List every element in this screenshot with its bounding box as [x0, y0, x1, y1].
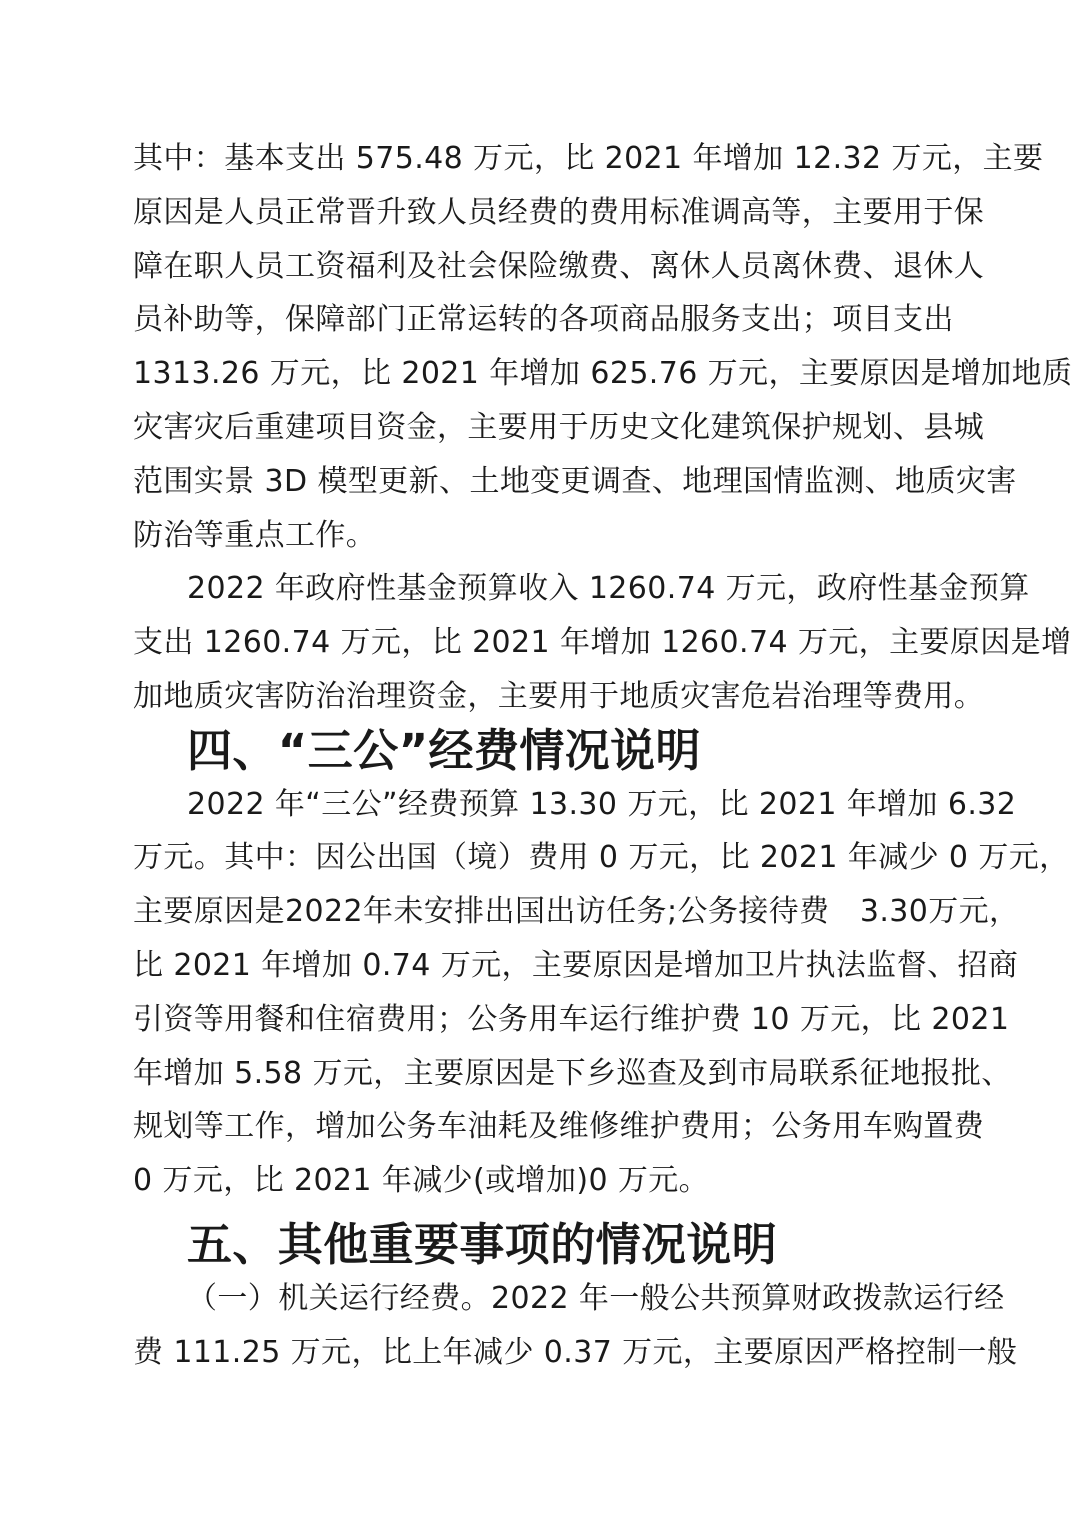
text-line: 支出 1260.74 万元，比 2021 年增加 1260.74 万元，主要原因是增: [133, 625, 1072, 661]
text-line: 防治等重点工作。: [133, 517, 377, 553]
text-line: 加地质灾害防治治理资金，主要用于地质灾害危岩治理等费用。: [133, 678, 985, 714]
text-line: 费 111.25 万元，比上年减少 0.37 万元，主要原因严格控制一般: [133, 1334, 1018, 1370]
paragraph-operating-expenses: [133, 1272, 1018, 1380]
text-line: 1313.26 万元，比 2021 年增加 625.76 万元，主要原因是增加地质: [133, 356, 1073, 392]
section-heading-other-matters: 五、其他重要事项的情况说明: [187, 1217, 778, 1271]
text-line: 员补助等，保障部门正常运转的各项商品服务支出；项目支出: [133, 302, 954, 338]
text-line: 规划等工作，增加公务车油耗及维修维护费用；公务用车购置费: [133, 1109, 985, 1145]
text-line: 2022 年“三公”经费预算 13.30 万元，比 2021 年增加 6.32: [187, 786, 1017, 822]
text-line: 2022 年政府性基金预算收入 1260.74 万元，政府性基金预算: [187, 571, 1030, 607]
text-line: 范围实景 3D 模型更新、土地变更调查、地理国情监测、地质灾害: [133, 463, 1017, 499]
document-page: [133, 132, 1073, 1379]
text-line: 引资等用餐和住宿费用；公务用车运行维护费 10 万元，比 2021: [133, 1001, 1010, 1037]
text-line: （一）机关运行经费。2022 年一般公共预算财政拨款运行经: [187, 1280, 1005, 1316]
text-line: 万元。其中：因公出国（境）费用 0 万元，比 2021 年减少 0 万元，: [133, 840, 1070, 876]
paragraph-basic-and-project-expenditure: [133, 132, 1073, 562]
paragraph-three-public-expenses: [133, 778, 1070, 1208]
text-line: 原因是人员正常晋升致人员经费的费用标准调高等，主要用于保: [133, 194, 985, 230]
text-line: 主要原因是2022年未安排出国出访任务;公务接待费 3.30万元，: [133, 894, 1020, 930]
text-line: 灾害灾后重建项目资金，主要用于历史文化建筑保护规划、县城: [133, 409, 985, 445]
paragraph-government-fund-budget: [133, 562, 1072, 723]
text-line: 年增加 5.58 万元，主要原因是下乡巡查及到市局联系征地报批、: [133, 1055, 1012, 1091]
text-line: 比 2021 年增加 0.74 万元，主要原因是增加卫片执法监督、招商: [133, 947, 1019, 983]
text-line: 其中：基本支出 575.48 万元，比 2021 年增加 12.32 万元，主要: [133, 141, 1044, 176]
section-heading-three-public-expenses: 四、“三公”经费情况说明: [187, 723, 701, 777]
text-line: 障在职人员工资福利及社会保险缴费、离休人员离休费、退休人: [133, 248, 985, 284]
text-line: 0 万元，比 2021 年减少(或增加)0 万元。: [133, 1163, 710, 1199]
